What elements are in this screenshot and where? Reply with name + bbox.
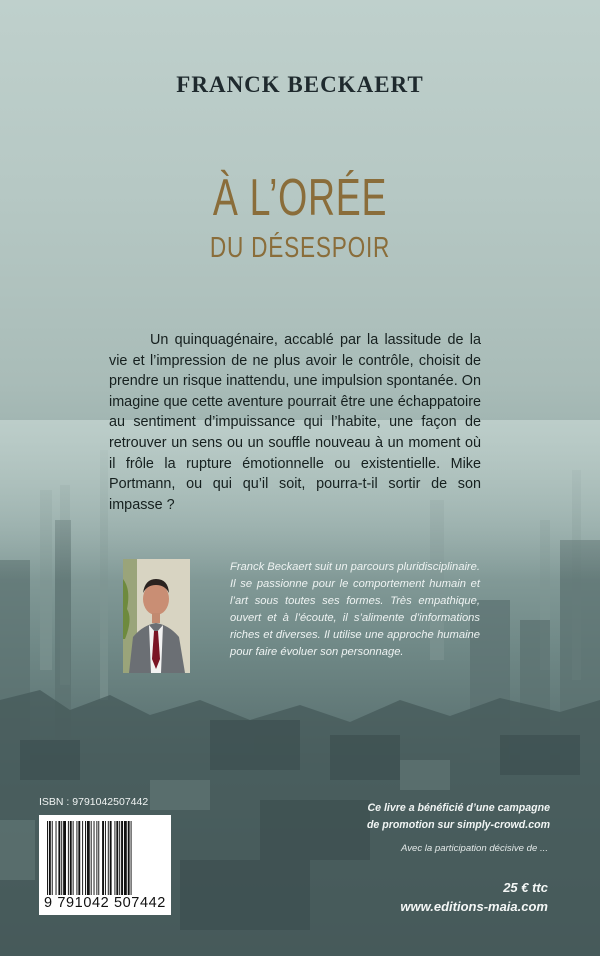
barcode-bar — [78, 821, 80, 895]
barcode-bar — [85, 821, 86, 895]
promotion-line-1: Ce livre a bénéficié d’une campagne — [367, 802, 550, 814]
barcode-bar — [119, 821, 120, 895]
book-title-line1: À L’ORÉE — [212, 169, 388, 227]
isbn-barcode — [39, 815, 171, 915]
book-price: 25 € ttc — [503, 880, 548, 895]
barcode-bar — [49, 821, 51, 895]
barcode-bar — [70, 821, 72, 895]
barcode-bar — [76, 821, 77, 895]
barcode-bar — [82, 821, 83, 895]
barcode-bar — [47, 821, 48, 895]
author-biography: Franck Beckaert suit un parcours pluridisciplinaire. Il se passionne pour le comportement humain et l’art sous toutes ses formes. Très empathique, ouvert et à l’écoute, il s’alimente d’informations riches et diverses. Il utilise une approche humaine pour faire évoluer son personnage. — [230, 561, 480, 659]
barcode-bar — [96, 821, 97, 895]
barcode-bar — [56, 821, 57, 895]
barcode-bar — [131, 821, 132, 895]
book-title-line2: DU DÉSESPOIR — [209, 232, 391, 264]
isbn-label: ISBN : 9791042507442 — [39, 796, 149, 808]
promotion-line-2: de promotion sur simply-crowd.com — [366, 819, 550, 831]
barcode-bar — [110, 821, 112, 895]
barcode-bar — [63, 821, 66, 895]
barcode-digits: 9 791042 507442 — [44, 895, 166, 911]
barcode-bar — [116, 821, 118, 895]
barcode-bars — [47, 821, 167, 895]
author-photo — [123, 559, 190, 673]
barcode-bar — [94, 821, 95, 895]
barcode-bar — [98, 821, 99, 895]
promotion-notice — [290, 800, 550, 834]
barcode-bar — [52, 821, 53, 895]
barcode-bar — [121, 821, 123, 895]
barcode-bar — [87, 821, 90, 895]
barcode-bar — [124, 821, 127, 895]
barcode-bar — [91, 821, 92, 895]
synopsis-paragraph: Un quinquagénaire, accablé par la lassitude de la vie et l’impression de ne plus avoir le contrôle, choisit de prendre un risque inattendu, une impulsion spontanée. On imagine que cette aventure pourrait être une échappatoire au sentiment d’impuissance qui l’habite, une façon de retrouver un sens ou un souffle nouveau à un moment où il frôle la rupture émotionnelle ou existentielle. Mike Portmann, ou qui qu’il soit, pourra-t-il sortir de son impasse ? — [109, 332, 481, 513]
participation-note: Avec la participation décisive de ... — [400, 843, 548, 854]
barcode-bar — [61, 821, 62, 895]
barcode-bar — [128, 821, 130, 895]
author-name: FRANCK BECKAERT — [176, 72, 424, 97]
publisher-website: www.editions-maia.com — [400, 899, 548, 914]
barcode-bar — [73, 821, 74, 895]
barcode-bar — [105, 821, 106, 895]
barcode-bar — [58, 821, 60, 895]
barcode-bar — [114, 821, 115, 895]
barcode-bar — [108, 821, 109, 895]
barcode-bar — [102, 821, 104, 895]
barcode-bar — [68, 821, 69, 895]
